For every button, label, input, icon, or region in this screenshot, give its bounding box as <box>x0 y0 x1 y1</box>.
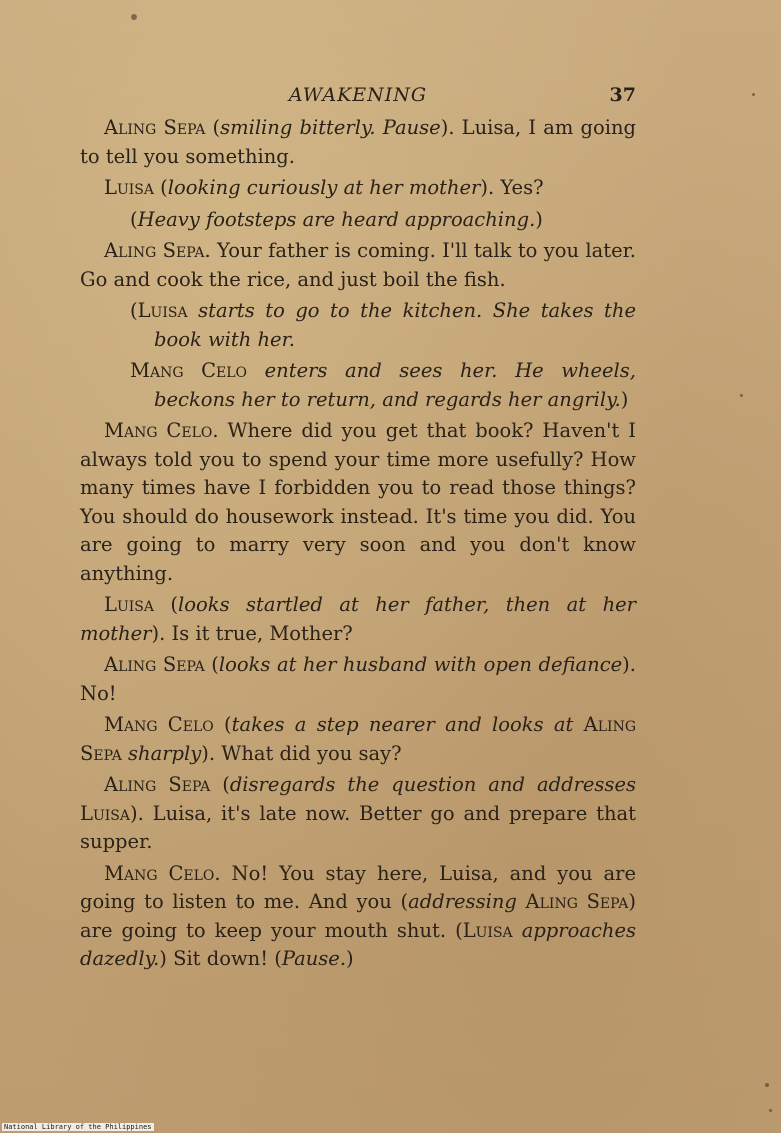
speech-paragraph <box>80 417 636 588</box>
text-run: ( <box>130 299 138 322</box>
text-run: . Where did you get that book? Haven't I always told you to spend your time more usefully? How many times have I forbidden you to read those things? You should do housework instead. It's time you did. You are going to marry very soon and you don't know anything. <box>80 419 636 585</box>
paper-speck <box>740 394 743 397</box>
text-run: ( <box>210 773 230 796</box>
italic-direction: sharply <box>121 741 202 765</box>
library-credit: National Library of the Philippines <box>4 1123 152 1131</box>
page-header <box>80 82 636 112</box>
text-run: ). Is it true, Mother? <box>151 621 353 645</box>
page-number: 37 <box>609 84 636 106</box>
italic-direction: starts to go to the kitchen. She takes the book with her. <box>154 299 636 351</box>
text-run: ) <box>535 207 543 231</box>
speech-paragraph <box>80 860 636 974</box>
character-name: Mang Celo <box>130 359 248 382</box>
character-name: Luisa <box>462 918 513 942</box>
paper-speck <box>131 14 137 20</box>
character-name: Luisa <box>104 593 154 616</box>
italic-direction: looks startled at her father, then at her mother <box>80 593 636 645</box>
text-run: ) <box>620 387 629 411</box>
text-run: ( <box>153 176 168 199</box>
stage-direction <box>130 297 636 354</box>
text-run: . Your father is coming. I'll talk to you later. Go and cook the rice, and just boil the fish. <box>80 239 636 291</box>
character-name: Mang Celo <box>104 713 214 736</box>
character-name: Aling Sepa <box>104 653 205 676</box>
italic-direction: Heavy footsteps are heard approaching. <box>137 207 536 231</box>
text-run: ). Luisa, it's late now. Better go and prepare that supper. <box>80 801 636 853</box>
italic-direction: Pause. <box>281 947 347 970</box>
character-name: Mang Celo <box>104 861 215 885</box>
italic-direction: looks at her husband with open defiance <box>218 653 623 676</box>
character-name: Luisa <box>80 801 130 825</box>
character-name: Luisa <box>104 176 154 199</box>
speech-paragraph <box>80 174 636 203</box>
paper-speck <box>752 93 755 96</box>
character-name: Aling Sepa <box>104 773 211 796</box>
italic-direction: addressing <box>408 890 526 913</box>
text-run: ). Yes? <box>480 176 544 199</box>
text-run: . No! You stay here, Luisa, and you are going to listen to me. And you ( <box>80 861 637 913</box>
text-run: ) are going to keep your mouth shut. ( <box>80 890 637 942</box>
play-text <box>80 114 636 977</box>
text-run: ( <box>205 116 221 139</box>
text-run: ) <box>346 947 354 970</box>
italic-direction: approaches dazedly. <box>80 918 636 970</box>
paper-speck <box>769 1109 772 1112</box>
text-run: ). What did you say? <box>201 741 402 765</box>
italic-direction: takes a step nearer and looks at <box>231 713 584 736</box>
character-name: Aling Sepa <box>104 239 205 262</box>
italic-direction: enters and sees her. He wheels, beckons her to return, and regards her angrily. <box>154 359 636 411</box>
speech-paragraph <box>80 651 636 708</box>
italic-direction: disregards the question and addresses <box>229 773 636 796</box>
text-run: ( <box>153 593 179 616</box>
text-run: ( <box>213 713 232 736</box>
text-run: ( <box>204 653 219 676</box>
text-run: ). Luisa, I am going to tell you something. <box>80 116 636 168</box>
character-name: Luisa <box>137 299 188 322</box>
speech-paragraph <box>80 591 636 648</box>
character-name: Aling Sepa <box>525 890 629 913</box>
running-title: AWAKENING <box>288 84 428 106</box>
italic-direction: smiling bitterly. Pause <box>220 116 441 139</box>
stage-direction <box>80 206 636 235</box>
stage-direction <box>130 357 636 414</box>
text-run: ) Sit down! ( <box>159 947 282 970</box>
character-name: Mang Celo <box>104 419 213 442</box>
speech-paragraph <box>80 237 636 294</box>
speech-paragraph <box>80 114 636 171</box>
italic-direction: looking curiously at her mother <box>167 176 481 199</box>
character-name: Aling Sepa <box>104 116 206 139</box>
speech-paragraph <box>80 771 636 857</box>
character-name: Aling Sepa <box>80 713 636 765</box>
paper-speck <box>765 1083 769 1087</box>
speech-paragraph <box>80 711 636 768</box>
text-run: ( <box>130 207 138 231</box>
text-run: ). No! <box>80 653 636 705</box>
